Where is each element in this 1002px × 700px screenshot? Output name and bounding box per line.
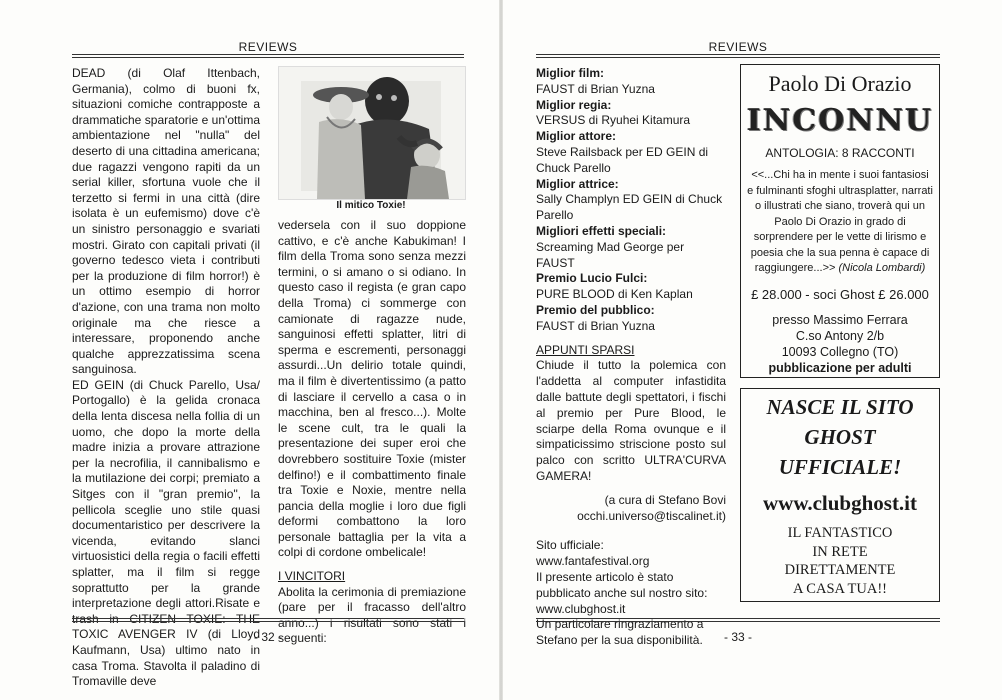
sito-url-link[interactable]: www.fantafestival.org: [536, 554, 650, 569]
ad-quote-attribution: (Nicola Lombardi): [838, 262, 926, 274]
ad-site-line: NASCE IL SITO: [766, 395, 914, 419]
right-page: [502, 0, 1002, 700]
ad-subtitle: ANTOLOGIA: 8 RACCONTI: [765, 146, 915, 160]
award-label: Miglior attore:: [536, 129, 616, 144]
page-header: REVIEWS: [238, 40, 298, 54]
award-label: Premio Lucio Fulci:: [536, 271, 648, 286]
review-column-1: [72, 66, 260, 690]
ad-site-line: GHOST: [804, 425, 876, 449]
photo-caption: Il mitico Toxie!: [336, 200, 406, 211]
award-value: FAUST di Brian Yuzna: [536, 318, 655, 333]
clubghost-url-link[interactable]: www.clubghost.it: [536, 601, 626, 616]
section-heading-vincitori: I VINCITORI: [278, 569, 346, 584]
award-value: Screaming Mad George per FAUST: [536, 239, 685, 270]
book-advert: [740, 64, 940, 378]
photo-illustration: [279, 67, 465, 199]
header-rule: [72, 54, 464, 58]
award-label: Migliori effetti speciali:: [536, 223, 667, 238]
award-value: VERSUS di Ryuhei Kitamura: [536, 113, 691, 128]
footer-rule: [536, 618, 940, 622]
signature-line: (a cura di Stefano Bovi: [604, 492, 726, 507]
award-value: FAUST di Brian Yuzna: [536, 81, 655, 96]
ad-site-tagline: IL FANTASTICO IN RETE DIRETTAMENTE A CASA TUA!!: [784, 525, 896, 597]
page-header: REVIEWS: [708, 40, 768, 54]
page-number: - 33 -: [723, 630, 752, 644]
award-label: Miglior regia:: [536, 97, 612, 112]
signature-email: occhi.universo@tiscalinet.it): [577, 508, 726, 523]
page-number: - 32 -: [253, 630, 282, 644]
awards-column: [536, 66, 726, 649]
ad-author: Paolo Di Orazio: [768, 71, 912, 96]
ad-note: pubblicazione per adulti: [768, 360, 912, 375]
ad-book-title: INCONNU: [746, 103, 934, 138]
appunti-text: Chiude il tutto la polemica con l'addetta al computer infastidita dalle battute degli spettatori, i fischi al premio per Pure Blood, le sciarpe della Roma ovunque e il simpaticissimo striscione posto sul palco con scritto ULTRA'CURVA GAMERA!: [536, 358, 726, 483]
header-rule: [536, 54, 940, 58]
left-page: [0, 0, 500, 700]
thanks-text: Un particolare ringraziamento a Stefano per la sua disponibilità.: [536, 617, 704, 648]
award-label: Miglior attrice:: [536, 176, 619, 191]
sito-note: Il presente articolo è stato pubblicato anche sul nostro sito:: [536, 569, 708, 600]
ad-site-url-link[interactable]: www.clubghost.it: [762, 491, 918, 515]
footer-rule: [72, 618, 464, 622]
review-paragraph: vedersela con il suo doppione cattivo, e c'è anche Kabukiman! I film della Troma sono senza mezzi termini, o si amano o si odiano. In questo caso il regista (e gran capo della Troma) ci sommerge con camionate di ragazze nude, sanguinosi effetti splatter, litri di sperma e escrementi, personaggi assurdi...Un delirio totale quindi, ma il film è divertentissimo (a patto di lasciare il cervello a casa o in macchina, ben al fresco...). Molte le scene cult, tra le quali la presentazione dei super eroi che dovrebbero sostituire Toxie (mister delfino!) e il combattimento finale tra Toxie e Noxie, mentre nella pancia della moglie i loro due figli deformi combattono la loro personale battaglia per la vita a colpi di cordone ombelicale!: [278, 218, 466, 560]
ad-quote: <<...Chi ha in mente i suoi fantasiosi e fulminanti sfoghi ultrasplatter, narrati o illustrati che siano, troverà qui un Paolo Di Orazio in grado di sorprendere per le vette di lirismo e poesia che la sua penna è capace di raggiungere...>> (Nicola Lombardi): [747, 169, 933, 274]
award-value: Sally Champlyn ED GEIN di Chuck Parello: [536, 192, 723, 223]
vincitori-text: Abolita la cerimonia di premiazione (pare per il fracasso dell'altro anno...) i risultati sono stati i seguenti:: [278, 584, 466, 646]
ad-site-line: UFFICIALE!: [778, 455, 902, 479]
review-paragraph: ED GEIN (di Chuck Parello, Usa/ Portogallo) è la gelida cronaca della lenta discesa nella follia di un uomo, che dopo la morte della madre inizia a provare attrazione per la necrofilia, il cannibalismo e la mutilazione dei corpi; premiato a Sitges con il "gran premio", la pellicola sceglie uno stile quasi documentaristico per descrivere la vicenda, evitando slanci virtuosistici della regia o facili effetti splatter, ma il film si regge soprattutto per la grande interpretazione degli attori.Risate e trash in CITIZEN TOXIE: THE TOXIC AVENGER IV (di Lloyd Kaufmann, Usa) ultimo nato in casa Troma. Stavolta il paladino di Tromaville deve: [72, 377, 260, 689]
sito-label: Sito ufficiale:: [536, 538, 604, 553]
ad-price: £ 28.000 - soci Ghost £ 26.000: [751, 286, 929, 302]
review-column-2: [278, 218, 466, 647]
section-heading-appunti: APPUNTI SPARSI: [536, 342, 635, 357]
ad-address: presso Massimo Ferrara C.so Antony 2/b 10093 Collegno (TO) pubblicazione per adulti: [741, 312, 939, 376]
review-paragraph: DEAD (di Olaf Ittenbach, Germania), colmo di buoni fx, situazioni comiche contrapposte a drammatiche sparatorie e un'ottima ambientazione nel "nulla" del deserto di una cittadina americana; due ragazzi vengono rapiti da un serial killer, sfortuna vuole che il terzetto si fermi in una città (dire isolata è un eufemismo) dove c'è un sinistro personaggio e svariati mostri. Girato con capitali privati (il governo tedesco vieta i contributi per la produzione di film horror!) è un ottimo esempio di horror d'azione, con una trama non molto originale ma che riesce a interessare, proponendo anche qualche apprezzatissima scena sanguinosa.: [72, 66, 260, 377]
award-value: PURE BLOOD di Ken Kaplan: [536, 287, 693, 302]
award-value: Steve Railsback per ED GEIN di Chuck Parello: [536, 144, 709, 175]
toxie-photo: [278, 66, 466, 200]
award-label: Premio del pubblico:: [536, 302, 655, 317]
site-advert: [740, 388, 940, 602]
award-label: Miglior film:: [536, 66, 604, 80]
